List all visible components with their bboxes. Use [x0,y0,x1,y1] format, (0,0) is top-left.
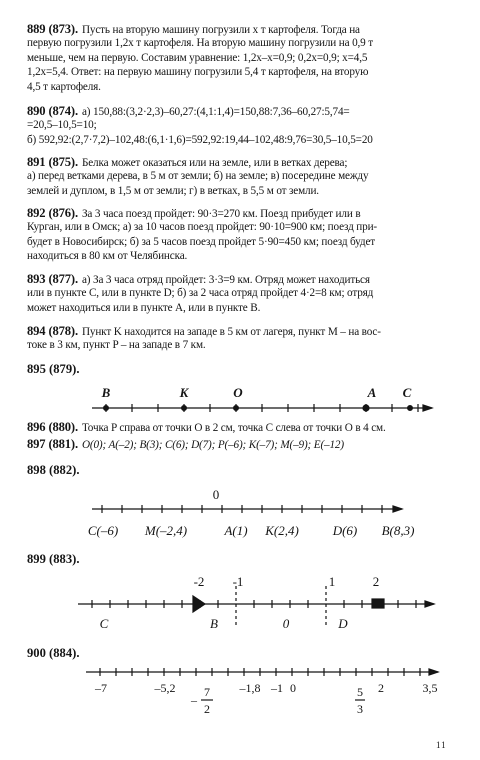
point-k [182,406,187,411]
axis-arrow [393,506,402,512]
point-c [408,406,413,411]
problem-895-number: 895 (879). [27,362,80,376]
problem-number: 893 (877). [27,272,78,286]
label-b: B [101,385,111,400]
problem-line: меньше, чем на первую. Составим уравнение: 1,2x–x=0,9; 0,2x=0,9; x=4,5 [27,51,368,64]
tick-label: –7 [95,681,107,695]
label-b: B(8,3) [381,523,415,538]
problem-line: За 3 часа поезд пройдет: 90·3=270 км. Поезд прибудет или в [81,208,361,220]
problem-893 [27,272,477,315]
problem-line: или в пункте C, или в пункте D; б) за 2 часа отряд пройдет 4·2=8 км; отряд [27,287,374,300]
problem-899-number: 899 (883). [27,552,80,566]
label-c: C [99,616,109,631]
tick-label: –1 [271,681,283,695]
problem-line: первую погрузили 1,2x т картофеля. На вторую машину погрузили на 0,9 т [27,37,374,50]
axis-arrow [425,601,434,607]
problem-number: 890 (874). [27,104,78,118]
label-k: K(2,4) [265,523,299,538]
problem-line: токе в 3 км, пункт P – на западе в 7 км. [27,339,206,352]
problem-line: землей и дуплом, в 1,5 м от земли; г) в ветках, в 5,5 м от земли. [27,184,319,197]
point-a [363,405,369,411]
problem-line: а) За 3 часа отряд пройдет: 3·3=9 км. Отряд может находиться [81,274,370,286]
number-line-900 [0,660,480,716]
problem-number: 892 (876). [27,206,78,220]
problem-897 [27,437,477,451]
label-zero: 0 [212,487,220,502]
problem-line: =20,5–10,5=10; [27,119,97,132]
tick-marks [100,668,420,676]
problem-number: 894 (878). [27,324,78,338]
problem-line: Пункт K находится на западе в 5 км от лагеря, пункт M – на вос- [81,326,381,338]
fraction-numerator: 7 [204,685,210,699]
point-o [234,406,239,411]
label-minus-1: -1 [232,574,244,589]
label-b: B [210,616,218,631]
problem-number: 896 (880). [27,420,78,434]
problem-896 [27,420,477,434]
problem-line: а) 150,88:(3,2·2,3)–60,27:(4,1:1,4)=150,88:7,36–60,27:5,74= [81,106,350,118]
problem-line: 1,2x=5,4. Ответ: на первую машину погрузили 5,4 т картофеля, на вторую [27,66,369,79]
fraction-sign: – [191,693,197,707]
problem-line: б) 592,92:(2,7·7,2)–102,48:(6,1·1,6)=592,92:19,44–102,48:9,76=30,5–10,5=20 [27,133,373,146]
problem-line: находиться в 80 км от Челябинска. [27,250,188,263]
problem-900-number: 900 (884). [27,646,80,660]
axis-arrow [423,405,432,411]
marker-square [372,599,384,608]
label-k: K [179,385,189,400]
fraction-numerator: 5 [357,685,363,699]
problem-894 [27,324,477,353]
dashed-guides [236,586,326,628]
problem-line: Точка P справа от точки O в 2 см, точка C слева от точки O в 4 см. [81,422,386,434]
label-1: 1 [328,574,336,589]
tick-label: –1,8 [239,681,261,695]
tick-label: 0 [290,681,296,695]
axis-arrow [429,669,438,675]
problem-line: Курган, или в Омск; а) за 10 часов поезд пройдет: 90·10=900 км; поезд при- [27,221,377,234]
marker-triangle [193,596,205,612]
point-b [104,406,109,411]
label-c: C(–6) [87,523,119,538]
problem-line: может находиться или в пункте A, или в пункте B. [27,301,261,314]
problem-line: O(0); A(–2); B(3); C(6); D(7); P(–6); K(–7); M(–9); E(–12) [81,439,344,451]
problem-890 [27,104,477,147]
problem-889 [27,22,477,94]
tick-label: 2 [378,681,384,695]
label-a: A(1) [224,523,248,538]
label-0: 0 [282,616,290,631]
number-line-899 [0,570,480,632]
label-2: 2 [372,574,380,589]
number-line-898 [0,485,480,545]
label-d: D [338,616,348,631]
label-d: D(6) [332,523,358,538]
page-number: 11 [436,740,447,750]
problem-number: 891 (875). [27,155,78,169]
problem-number: 889 (873). [27,22,78,36]
fraction-denominator: 3 [357,702,363,716]
label-c: C [402,385,412,400]
problem-line: Пусть на вторую машину погрузили x т картофеля. Тогда на [81,24,360,36]
problem-892 [27,206,477,264]
problem-line: Белка может оказаться или на земле, или в ветках дерева; [81,157,348,169]
label-o: O [233,385,243,400]
problem-line: а) перед ветками дерева, в 5 м от земли; б) на земле; в) посередине между [27,170,369,183]
problem-898-number: 898 (882). [27,463,80,477]
problem-line: 4,5 т картофеля. [27,80,101,93]
tick-label: 3,5 [422,681,438,695]
number-line-895 [0,380,480,420]
tick-label: –5,2 [154,681,176,695]
label-m: M(–2,4) [144,523,188,538]
label-a: A [367,385,377,400]
problem-line: будет в Новосибирск; б) за 5 часов поезд пройдет 5·90=450 км; поезд будет [27,235,375,248]
label-minus-2: -2 [193,574,205,589]
problem-891 [27,155,477,198]
fraction-denominator: 2 [204,702,210,716]
problem-number: 897 (881). [27,437,78,451]
